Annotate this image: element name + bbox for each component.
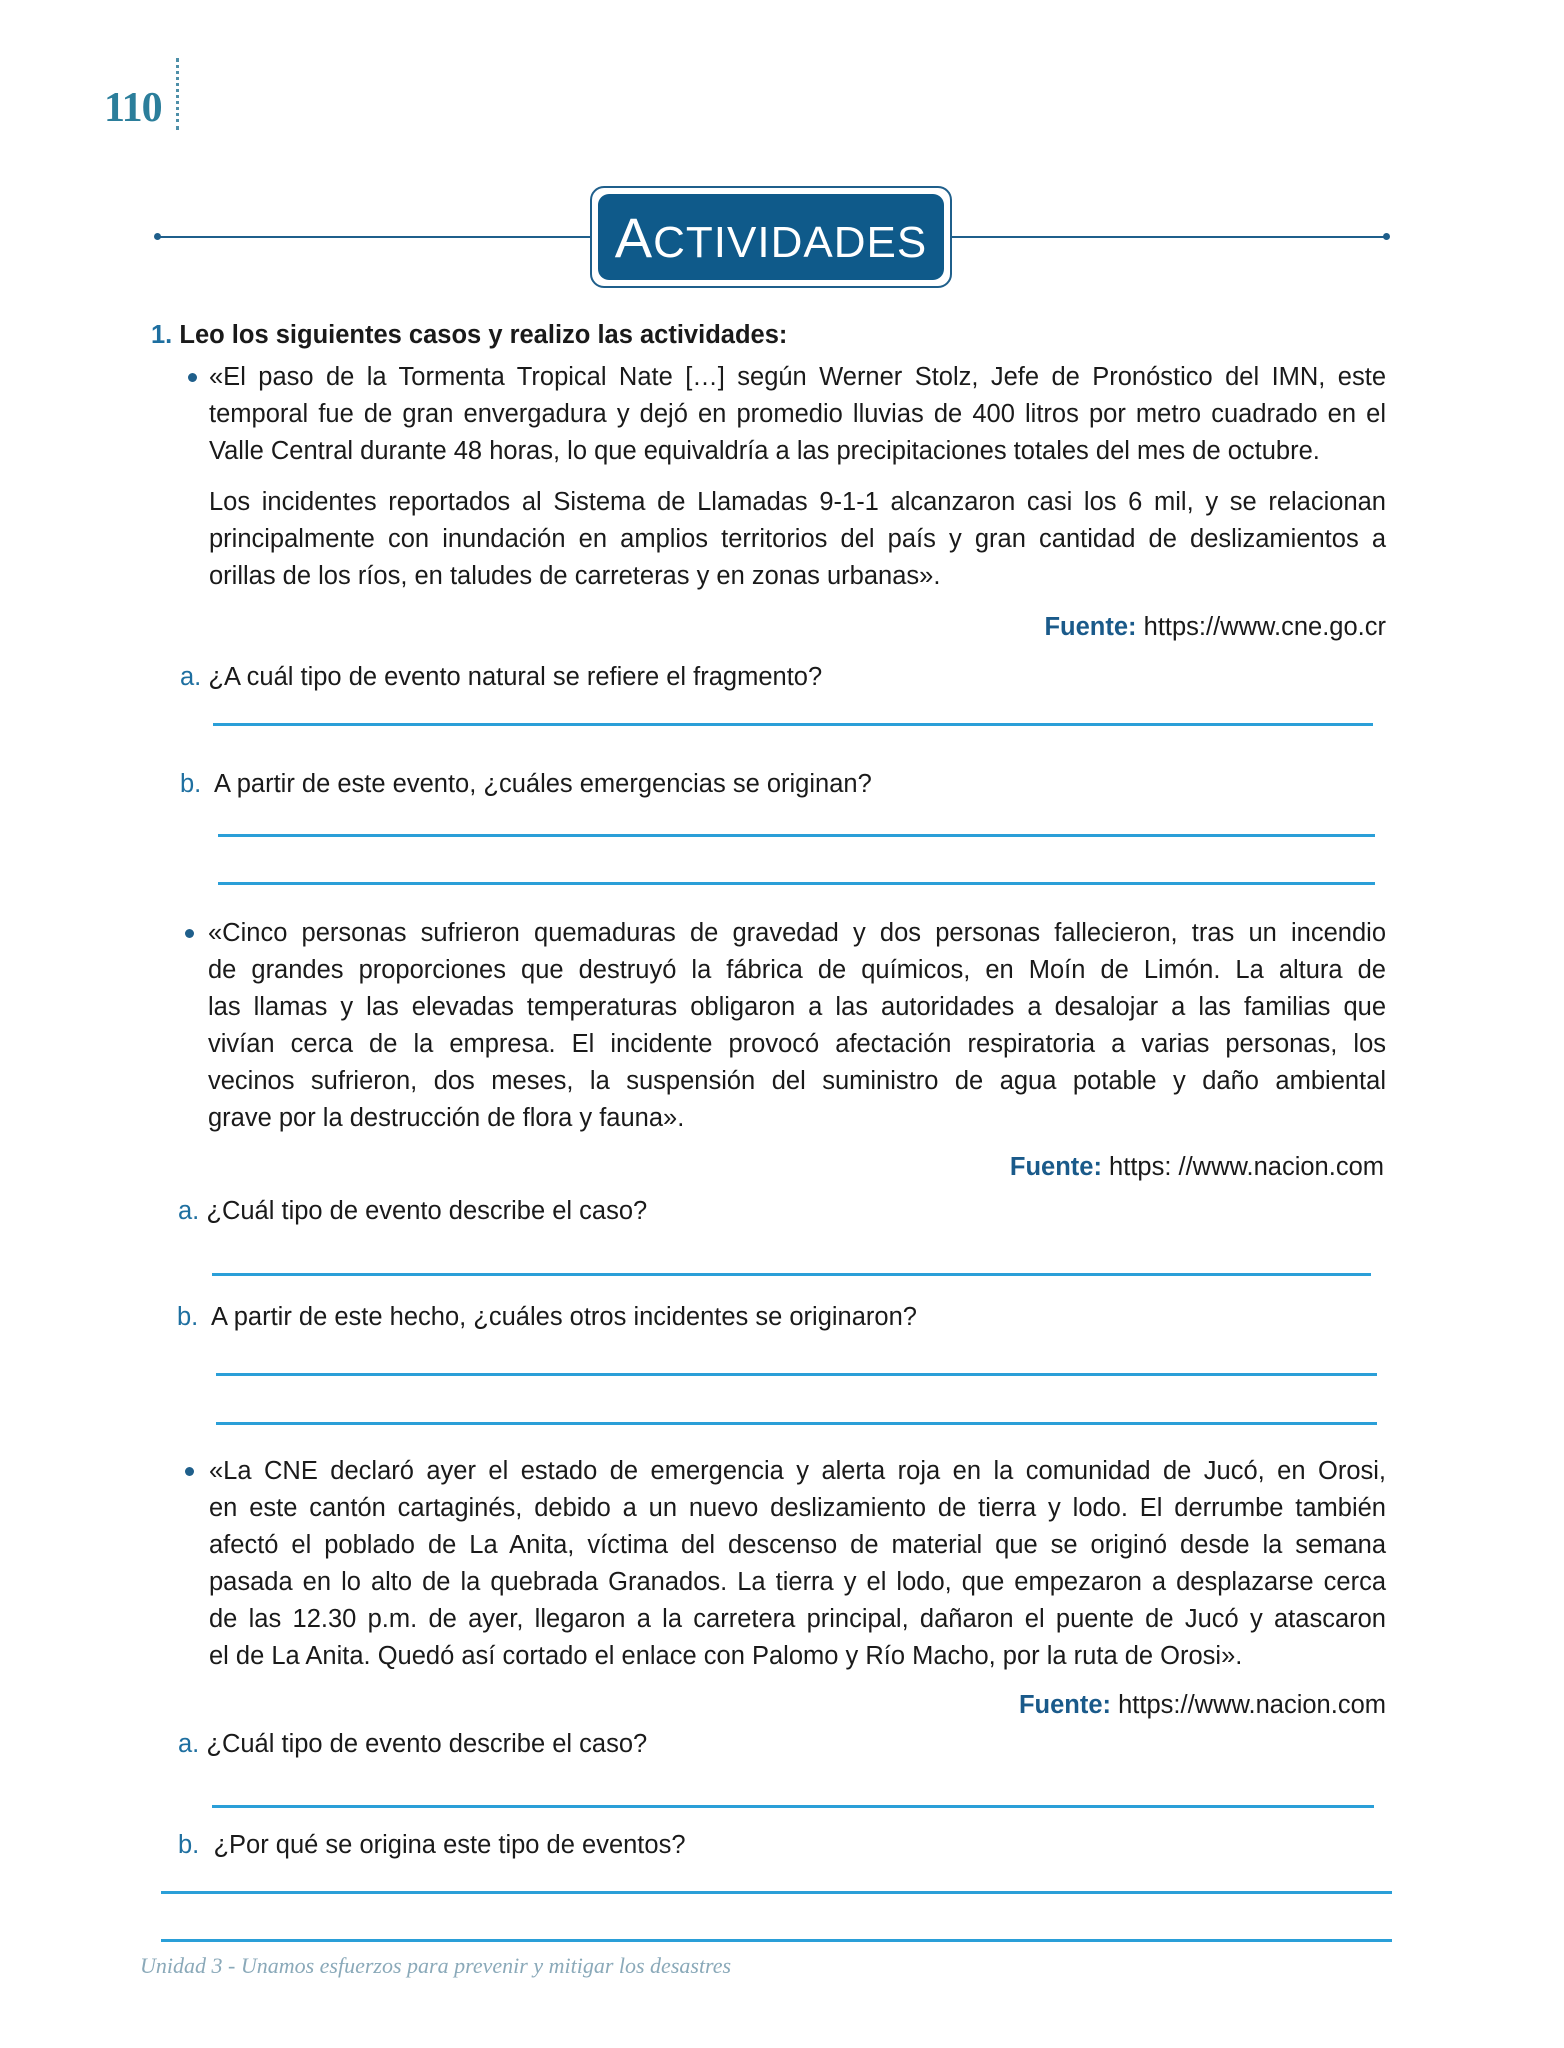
answer-line-case-1-b-2[interactable] [218, 882, 1375, 885]
text-line: el de La Anita. Quedó así cortado el enlace con Palomo y Río Macho, por la ruta de Orosi». [209, 1642, 1243, 1670]
source-url: https://www.nacion.com [1118, 1691, 1386, 1719]
bullet-icon [185, 929, 194, 938]
case-2-question-b [177, 1299, 917, 1336]
answer-line-case-2-a[interactable] [212, 1273, 1371, 1276]
text-line: «La CNE declaró ayer el estado de emergencia y alerta roja en la comunidad de Jucó, en Orosi, [209, 1457, 1386, 1485]
text-line: en este cantón cartaginés, debido a un nuevo deslizamiento de tierra y lodo. El derrumbe también [209, 1494, 1386, 1522]
case-3-question-b [178, 1827, 686, 1864]
answer-line-case-2-b-1[interactable] [216, 1373, 1377, 1376]
section-title: ACTIVIDADES [614, 205, 928, 269]
page-number-divider [176, 58, 179, 130]
activity-instruction: Leo los siguientes casos y realizo las actividades: [179, 321, 788, 349]
case-1-paragraph-2 [209, 484, 1386, 595]
answer-line-case-1-a[interactable] [213, 723, 1373, 726]
bullet-icon [185, 1467, 194, 1476]
question-letter: b. [177, 1303, 199, 1331]
question-letter: b. [178, 1831, 200, 1859]
text-line: Los incidentes reportados al Sistema de Llamadas 9-1-1 alcanzaron casi los 6 mil, y se relacionan [209, 488, 1386, 516]
question-text: ¿Por qué se origina este tipo de eventos? [213, 1831, 686, 1859]
question-text: ¿Cuál tipo de evento describe el caso? [206, 1197, 648, 1225]
question-text: A partir de este evento, ¿cuáles emergencias se originan? [214, 770, 872, 798]
text-line: de grandes proporciones que destruyó la fábrica de químicos, en Moín de Limón. La altura de [208, 956, 1386, 984]
text-line: Valle Central durante 48 horas, lo que equivaldría a las precipitaciones totales del mes de octubre. [209, 437, 1320, 465]
page-number: 110 [104, 85, 162, 131]
banner-rule-right [952, 236, 1386, 238]
text-line: «El paso de la Tormenta Tropical Nate […] según Werner Stolz, Jefe de Pronóstico del IMN, este [209, 363, 1386, 391]
activity-number: 1. [151, 321, 173, 349]
question-letter: a. [178, 1730, 200, 1758]
question-text: ¿Cuál tipo de evento describe el caso? [206, 1730, 648, 1758]
text-line: pasada en lo alto de la quebrada Granados. La tierra y el lodo, que empezaron a desplazarse cerca [209, 1568, 1386, 1596]
section-banner [598, 194, 944, 280]
answer-line-case-2-b-2[interactable] [216, 1422, 1377, 1425]
source-label: Fuente: [1044, 613, 1137, 641]
case-2-question-a [178, 1193, 647, 1230]
answer-line-case-3-b-2[interactable] [161, 1939, 1392, 1942]
answer-line-case-3-b-1[interactable] [161, 1891, 1392, 1894]
text-line: de las 12.30 p.m. de ayer, llegaron a la carretera principal, dañaron el puente de Jucó y atascaron [209, 1605, 1386, 1633]
activity-heading [151, 317, 787, 354]
text-line: vecinos sufrieron, dos meses, la suspensión del suministro de agua potable y daño ambiental [208, 1067, 1386, 1095]
text-line: las llamas y las elevadas temperaturas obligaron a las autoridades a desalojar a las familias que [208, 993, 1386, 1021]
source-label: Fuente: [1018, 1691, 1112, 1719]
case-3-source [1019, 1687, 1386, 1724]
answer-line-case-1-b-1[interactable] [218, 834, 1375, 837]
text-line: temporal fue de gran envergadura y dejó en promedio lluvias de 400 litros por metro cuadrado en el [209, 400, 1386, 428]
rule-dot-right [1383, 233, 1390, 240]
question-letter: a. [178, 1197, 200, 1225]
case-1-paragraph-1 [209, 359, 1386, 470]
case-1-source [1044, 609, 1386, 646]
rule-dot-left [154, 233, 161, 240]
text-line: principalmente con inundación en amplios territorios del país y gran cantidad de deslizamientos a [209, 525, 1386, 553]
case-1-question-a [180, 659, 822, 696]
question-letter: b. [180, 770, 202, 798]
case-1-question-b [180, 766, 872, 803]
case-3-question-a [178, 1726, 647, 1763]
bullet-icon [188, 373, 197, 382]
text-line: vivían cerca de la empresa. El incidente provocó afectación respiratoria a varias personas, los [208, 1030, 1386, 1058]
source-url: https: //www.nacion.com [1109, 1153, 1384, 1181]
banner-rule-left [157, 236, 592, 238]
question-letter: a. [180, 663, 202, 691]
question-text: A partir de este hecho, ¿cuáles otros incidentes se originaron? [211, 1303, 917, 1331]
source-url: https://www.cne.go.cr [1143, 613, 1386, 641]
question-text: ¿A cuál tipo de evento natural se refiere el fragmento? [208, 663, 823, 691]
case-2-source [1010, 1149, 1384, 1186]
text-line: grave por la destrucción de flora y fauna». [208, 1104, 685, 1132]
text-line: orillas de los ríos, en taludes de carreteras y en zonas urbanas». [209, 562, 941, 590]
answer-line-case-3-a[interactable] [212, 1805, 1374, 1808]
case-2-paragraph [208, 915, 1386, 1137]
text-line: afectó el poblado de La Anita, víctima del descenso de material que se originó desde la semana [209, 1531, 1386, 1559]
case-3-paragraph [209, 1453, 1386, 1675]
page-footer: Unidad 3 - Unamos esfuerzos para prevenir y mitigar los desastres [140, 1953, 732, 1978]
source-label: Fuente: [1009, 1153, 1102, 1181]
text-line: «Cinco personas sufrieron quemaduras de gravedad y dos personas fallecieron, tras un incendio [208, 919, 1386, 947]
